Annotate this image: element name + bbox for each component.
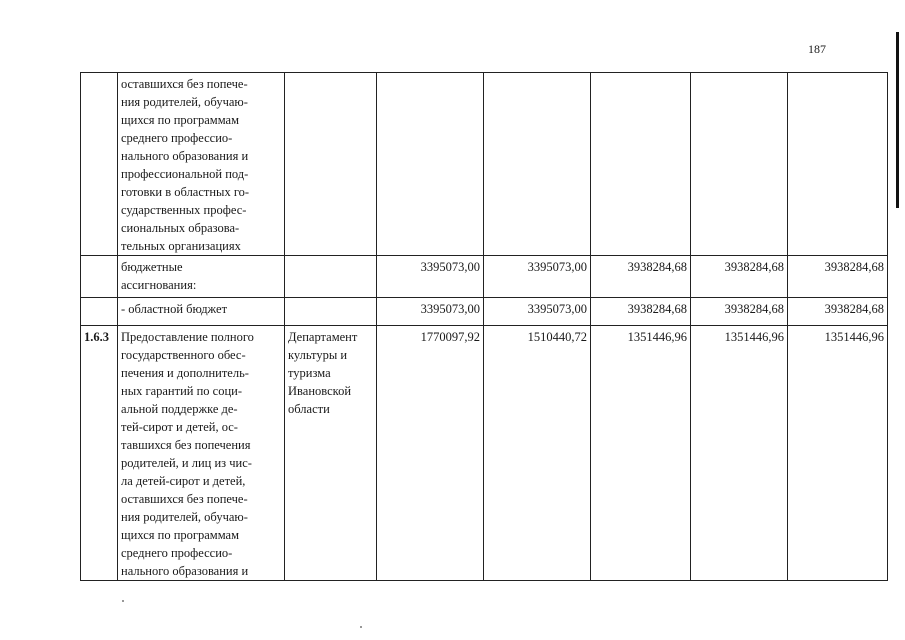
value-cell	[484, 73, 591, 256]
row-code	[81, 298, 118, 326]
row-description	[118, 256, 285, 298]
value-cell: 1351446,96	[691, 326, 788, 581]
row-responsible	[285, 73, 377, 256]
value-cell: 3938284,68	[591, 298, 691, 326]
value-cell: 1510440,72	[484, 326, 591, 581]
scan-edge-mark	[896, 32, 899, 208]
row-description-text: - областной бюджет	[121, 302, 228, 316]
row-description	[118, 73, 285, 256]
row-description-text: оставшихся без попече- ния родителей, обучаю- щихся по программам среднего профессио- нального образования и профессиональной под- готовки в областных го- сударственных профес- сиональных образова- тельных организациях	[121, 77, 250, 253]
row-responsible	[285, 298, 377, 326]
value-cell: 1351446,96	[788, 326, 888, 581]
row-code	[81, 73, 118, 256]
table-row	[81, 73, 888, 256]
row-code: 1.6.3	[81, 326, 118, 581]
row-description	[118, 298, 285, 326]
value-cell: 3938284,68	[691, 256, 788, 298]
value-cell: 3938284,68	[788, 256, 888, 298]
value-cell	[377, 73, 484, 256]
budget-table	[80, 72, 888, 581]
row-responsible	[285, 256, 377, 298]
value-cell	[691, 73, 788, 256]
table-row	[81, 256, 888, 298]
value-cell: 3395073,00	[484, 256, 591, 298]
value-cell	[591, 73, 691, 256]
value-cell: 3395073,00	[377, 298, 484, 326]
value-cell: 3938284,68	[788, 298, 888, 326]
value-cell: 3938284,68	[691, 298, 788, 326]
table-row	[81, 298, 888, 326]
table-row	[81, 326, 888, 581]
value-cell: 1351446,96	[591, 326, 691, 581]
value-cell: 3395073,00	[377, 256, 484, 298]
row-description-text: бюджетные ассигнования:	[121, 260, 197, 292]
row-description	[118, 326, 285, 581]
value-cell	[788, 73, 888, 256]
scan-speck	[360, 626, 362, 628]
value-cell: 3938284,68	[591, 256, 691, 298]
value-cell: 1770097,92	[377, 326, 484, 581]
scan-speck	[122, 600, 124, 602]
value-cell: 3395073,00	[484, 298, 591, 326]
row-responsible	[285, 326, 377, 581]
row-responsible-text: Департамент культуры и туризма Ивановской области	[288, 330, 358, 416]
row-description-text: Предоставление полного государственного обес- печения и дополнитель- ных гарантий по соци- альной поддержке де- тей-сирот и детей, ос- тавшихся без попечения родителей, и лиц из чис- ла детей-сирот и детей, оставшихся без попече- ния родителей, обучаю- щихся по программам среднего профессио- нального образования и	[121, 330, 254, 578]
page-number: 187	[808, 42, 826, 56]
row-code	[81, 256, 118, 298]
